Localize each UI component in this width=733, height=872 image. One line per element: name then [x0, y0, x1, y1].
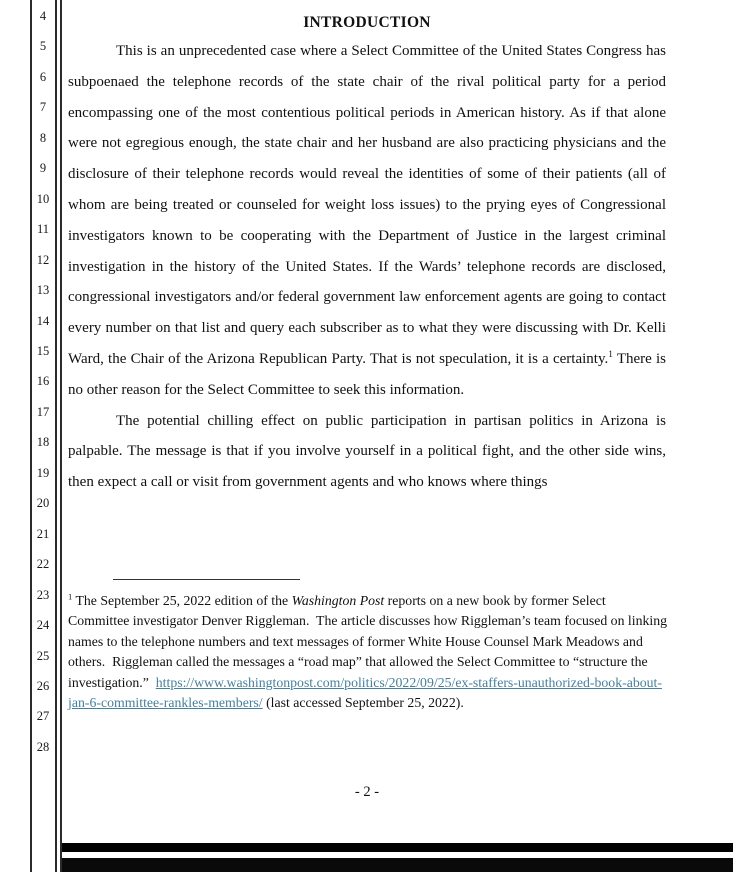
line-number: 5	[39, 39, 47, 54]
line-number: 23	[36, 587, 50, 602]
line-number: 28	[36, 739, 50, 754]
line-number: 11	[36, 222, 50, 237]
pleading-double-rule-right	[60, 0, 62, 872]
line-number: 8	[39, 130, 47, 145]
footnote-separator-line	[113, 579, 300, 580]
line-number: 12	[36, 252, 50, 267]
viewer-bottom-dark-band	[62, 858, 733, 872]
line-number: 24	[36, 618, 50, 633]
page-number: - 2 -	[354, 784, 380, 800]
page-bottom-dark-band	[62, 843, 733, 852]
paragraph-2: The potential chilling effect on public participation in partisan politics in Arizona is palpable. The message is that if you involve yourself in a political fight, and the other side wins, then expect a call or visit from government agents and who knows where things	[68, 412, 666, 491]
line-number: 21	[36, 526, 50, 541]
line-number: 22	[36, 557, 50, 572]
footnote-text-end: (last accessed September 25, 2022).	[262, 695, 464, 711]
line-number: 15	[36, 343, 50, 358]
line-number: 26	[36, 678, 50, 693]
line-number: 20	[36, 496, 50, 511]
line-number: 14	[36, 313, 50, 328]
section-title: INTRODUCTION	[303, 14, 431, 31]
line-number: 10	[36, 191, 50, 206]
line-number: 27	[36, 709, 50, 724]
line-number: 25	[36, 648, 50, 663]
line-number: 17	[36, 404, 50, 419]
line-number: 4	[39, 9, 47, 23]
paragraph-1	[68, 36, 666, 406]
line-number: 19	[36, 465, 50, 480]
pleading-double-rule-left	[55, 0, 57, 872]
line-number: 18	[36, 435, 50, 450]
line-number: 9	[39, 161, 47, 176]
line-number-column	[31, 1, 55, 762]
footnote-link[interactable]: https://www.washingtonpost.com/politics/2022/09/25/ex-staffers-unauthorized-book-about-jan-6-committee-rankles-members/	[68, 674, 662, 711]
footnote-marker: 1	[68, 591, 73, 602]
line-number: 16	[36, 374, 50, 389]
footnote-text-continued: reports on a new book by former Select Committee investigator Denver Riggleman. The article discusses how Riggleman’s team focused on linking names to the telephone numbers and text messages of former White House Counsel Mark Meadows and others. Riggleman called the messages a “road map” that allowed the Select Committee to “structure the investigation.”	[68, 593, 671, 690]
footnote-1	[68, 591, 671, 713]
line-number: 7	[39, 100, 47, 115]
footnote-publication-name: Washington Post	[291, 593, 385, 608]
footnote-reference: 1	[608, 349, 613, 360]
document-body	[68, 0, 666, 498]
paragraph-1-text-continued: There is no other reason for the Select Committee to seek this information.	[68, 350, 666, 398]
paragraph-1-text: This is an unprecedented case where a Select Committee of the United States Congress has subpoenaed the telephone records of the state chair of the rival political party for a period encompassing one of the most contentious political periods in American history. As if that alone were not egregious enough, the state chair and her husband are also practicing physicians and the disclosure of their telephone records would reveal the identities of some of their patients (all of whom are being treated or counseled for weight loss issues) to the prying eyes of Congressional investigators known to be cooperating with the Department of Justice in the largest criminal investigation in the history of the United States. If the Wards’ telephone records are disclosed, congressional investigators and/or federal government law enforcement agents are going to contact every number on that list and query each subscriber as to what they were discussing with Dr. Kelli Ward, the Chair of the Arizona Republican Party. That is not speculation, it is a certainty.	[68, 43, 666, 367]
footnote-text: The September 25, 2022 edition of the	[72, 593, 292, 608]
line-number: 13	[36, 283, 50, 298]
line-number: 6	[39, 69, 47, 84]
